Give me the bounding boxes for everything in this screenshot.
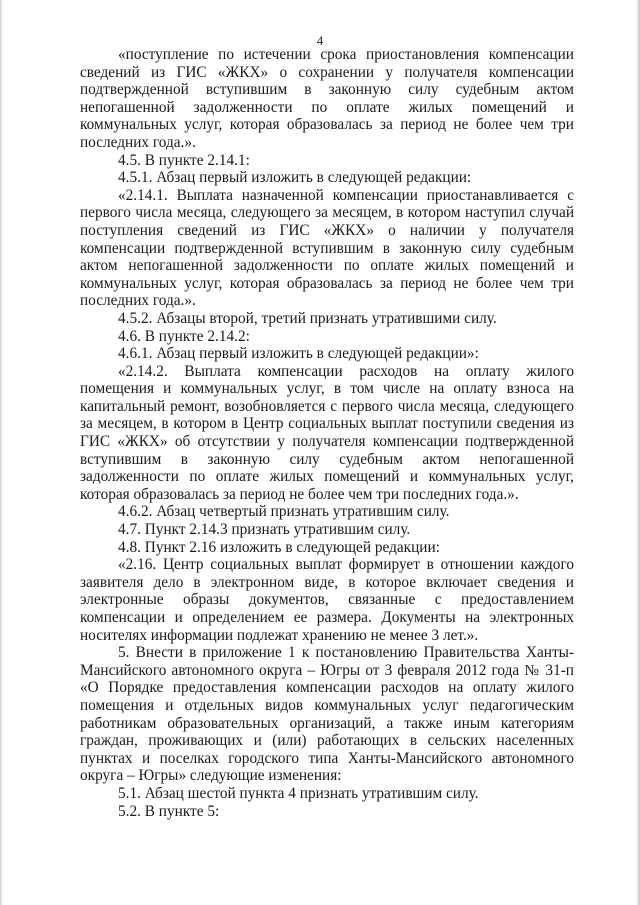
clause-5: 5. Внести в приложение 1 к постановлению Правительства Ханты-Мансийского автономного округа – Югры от 3 февраля 2012 года № 31-п «О Порядке предоставления компенсации расходов на оплату жилого помещения и отдельных видов коммунальных услуг педагогическим работникам образовательных организаций, а также иным категориям граждан, проживающих и (или) работающих в сельских населенных пунктах и поселках городского типа Ханты-Мансийского автономного округа – Югры» следующие изменения: [80, 644, 574, 785]
clause-4-5-1: 4.5.1. Абзац первый изложить в следующей редакции: [118, 169, 472, 187]
clause-4-8: 4.8. Пункт 2.16 изложить в следующей редакции: [118, 538, 440, 556]
clause-4-6: 4.6. В пункте 2.14.2: [118, 327, 250, 345]
page-number: 4 [316, 33, 324, 48]
clause-5-2: 5.2. В пункте 5: [118, 802, 220, 820]
clause-4-6-2: 4.6.2. Абзац четвертый признать утратившим силу. [118, 503, 450, 521]
clause-5-1: 5.1. Абзац шестой пункта 4 признать утратившим силу. [118, 784, 479, 802]
paragraph-quote-end: «поступление по истечении срока приостановления компенсации сведений из ГИС «ЖКХ» о сохранении у получателя компенсации подтвержденной вступившим в законную силу судебным актом непогашенной задолженности по оплате жилых помещений и коммунальных услуг, которая образовалась за период не более чем три последних года.». [80, 46, 574, 151]
clause-4-7: 4.7. Пункт 2.14.3 признать утратившим силу. [118, 521, 411, 539]
clause-2-16-text: «2.16. Центр социальных выплат формирует в отношении каждого заявителя дело в электронном виде, в которое включает сведения и электронные образы документов, связанные с предоставлением компенсации и определением ее размера. Документы на электронных носителях информации подлежат хранению не менее 3 лет.». [80, 556, 574, 644]
clause-4-5: 4.5. В пункте 2.14.1: [118, 151, 250, 169]
clause-2-14-2-text: «2.14.2. Выплата компенсации расходов на оплату жилого помещения и коммунальных услуг, в том числе на оплату взноса на капитальный ремонт, возобновляется с первого числа месяца, следующего за месяцем, в котором в Центр социальных выплат поступили сведения из ГИС «ЖКХ» об отсутствии у получателя компенсации подтвержденной вступившим в законную силу судебным актом непогашенной задолженности по оплате жилых помещений и коммунальных услуг, которая образовалась за период не более чем три последних года.». [80, 362, 574, 503]
clause-4-6-1: 4.6.1. Абзац первый изложить в следующей редакции»: [118, 345, 479, 363]
document-body [80, 46, 574, 820]
scan-left-edge [0, 0, 3, 905]
scan-right-edge [636, 0, 640, 905]
clause-4-5-2: 4.5.2. Абзацы второй, третий признать утратившими силу. [118, 309, 497, 327]
clause-2-14-1-text: «2.14.1. Выплата назначенной компенсации приостанавливается с первого числа месяца, следующего за месяцем, в котором наступил случай поступления сведений из ГИС «ЖКХ» о наличии у получателя компенсации подтвержденной вступившим в законную силу судебным актом непогашенной задолженности по оплате жилых помещений и коммунальных услуг, которая образовалась за период не более чем три последних года.». [80, 186, 574, 310]
